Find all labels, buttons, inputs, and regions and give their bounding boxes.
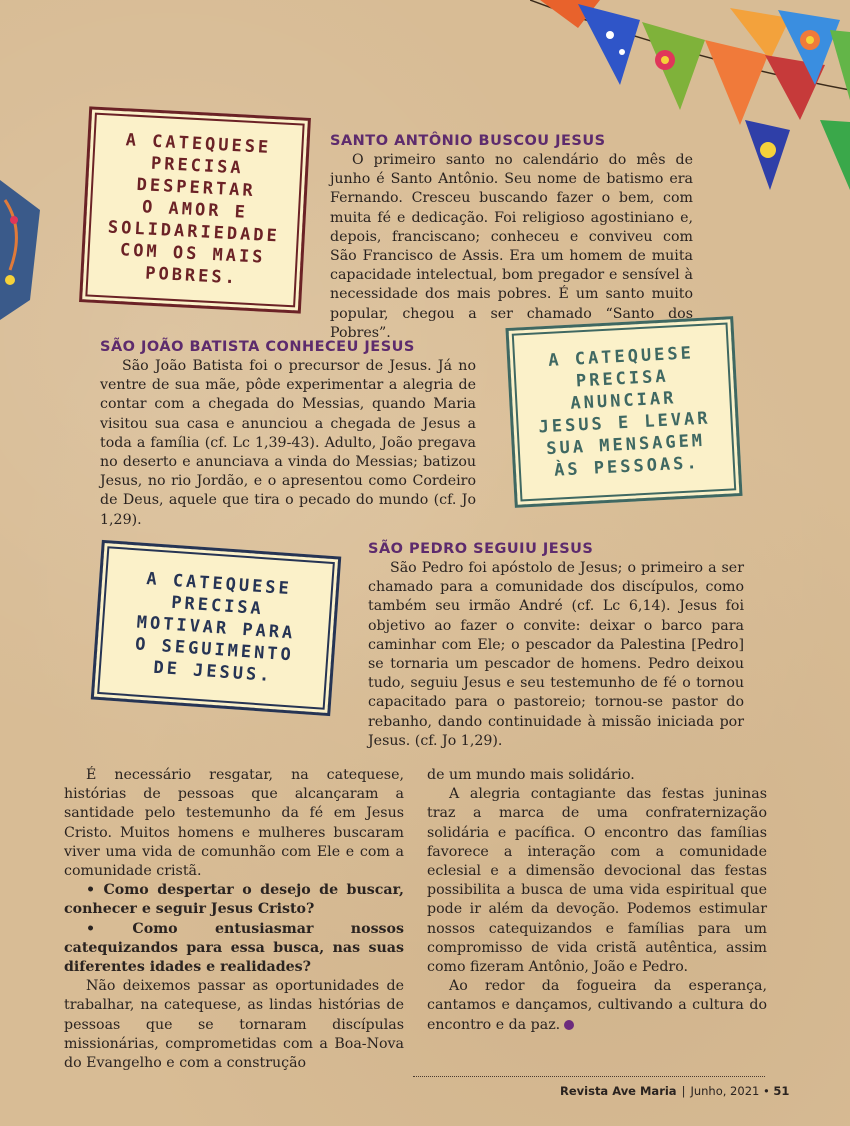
paragraph-text: Ao redor da fogueira da esperança, cantamos e dançamos, cultivando a cultura do encontro e da paz. bbox=[427, 978, 767, 1033]
section-santo-antonio bbox=[330, 132, 693, 343]
page-number: 51 bbox=[773, 1084, 790, 1098]
paragraph: A alegria contagiante das festas juninas traz a marca de uma confraternização solidária e pacífica. O encontro das famílias favorece a interação com a comunidade eclesial e a dimensão devocional das festas possibilita a busca de uma vida espiritual que pode ir além da devoção. Podemos estimular nossos catequizandos e famílias para um compromisso de vida cristã autêntica, assim como fizeram Antônio, João e Pedro. bbox=[427, 786, 767, 976]
quote-box-follow-jesus bbox=[91, 540, 342, 716]
footer-divider bbox=[413, 1076, 765, 1077]
section-sao-joao bbox=[100, 338, 476, 530]
quote-text: A CATEQUESE PRECISA MOTIVAR PARA O SEGUIMENTO DE JESUS. bbox=[134, 569, 296, 687]
body-column-right bbox=[427, 766, 767, 1035]
reflection-question: • Como despertar o desejo de buscar, conhecer e seguir Jesus Cristo? bbox=[64, 882, 404, 918]
section-title: SÃO PEDRO SEGUIU JESUS bbox=[368, 541, 594, 557]
section-body: São João Batista foi o precursor de Jesus. Já no ventre de sua mãe, pôde experimentar a alegria de contar com a chegada do Messias, quando Maria visitou sua casa e anunciou a chegada de Jesus a toda a família (cf. Lc 1,39-43). Adulto, João pregava no deserto e anunciava a vinda do Messias; batizou Jesus, no rio Jordão, e o apresentou como Cordeiro de Deus, aquele que tira o pecado do mundo (cf. Jo 1,29). bbox=[100, 358, 476, 528]
section-title: SÃO JOÃO BATISTA CONHECEU JESUS bbox=[100, 339, 415, 355]
paragraph: de um mundo mais solidário. bbox=[427, 767, 635, 783]
quote-box-announce-jesus bbox=[505, 316, 742, 508]
body-column-left bbox=[64, 766, 404, 1073]
section-body: São Pedro foi apóstolo de Jesus; o primeiro a ser chamado para a comunidade dos discípulos, como também seu irmão André (cf. Lc 6,14). Jesus foi objetivo ao fazer o convite: deixar o barco para caminhar com Ele; o pescador da Palestina [Pedro] se tornaria um pescador de homens. Pedro deixou tudo, seguiu Jesus e seu testemunho de fé o tornou capacitado para o pastoreio; tornou-se pastor do rebanho, dando continuidade à missão iniciada por Jesus. (cf. Jo 1,29). bbox=[368, 560, 744, 749]
quote-text: A CATEQUESE PRECISA DESPERTAR O AMOR E SOLIDARIEDADE COM OS MAIS POBRES. bbox=[107, 130, 281, 289]
quote-box-love-solidarity bbox=[79, 106, 311, 313]
footer-separator: | bbox=[681, 1084, 686, 1098]
paragraph-final bbox=[427, 977, 767, 1035]
section-body: O primeiro santo no calendário do mês de junho é Santo Antônio. Seu nome de batismo era Fernando. Cresceu buscando fazer o bem, com muita fé e dedicação. Foi religioso agostiniano e, depois, franciscano; conheceu e conviveu com São Francisco de Assis. Era um homem de muita capacidade intelectual, bom pregador e sensível à necessidade dos mais pobres. É um santo muito popular, chegou a ser chamado “Santo dos Pobres”. bbox=[330, 152, 693, 341]
issue-date: Junho, 2021 • bbox=[690, 1084, 770, 1098]
page-footer bbox=[560, 1084, 789, 1098]
section-sao-pedro bbox=[368, 540, 744, 751]
reflection-question: • Como entusiasmar nossos catequizandos para essa busca, nas suas diferentes idades e realidades? bbox=[64, 920, 404, 976]
section-title: SANTO ANTÔNIO BUSCOU JESUS bbox=[330, 133, 606, 149]
leaf-decoration bbox=[0, 180, 40, 320]
paragraph: Não deixemos passar as oportunidades de trabalhar, na catequese, as lindas histórias de pessoas que se tornaram discípulas missionárias, comprometidas com a Boa-Nova do Evangelho e com a construção bbox=[64, 978, 404, 1072]
end-mark-icon bbox=[564, 1020, 574, 1030]
paragraph: É necessário resgatar, na catequese, histórias de pessoas que alcançaram a santidade pelo testemunho da fé em Jesus Cristo. Muitos homens e mulheres buscaram viver uma vida de comunhão com Ele e com a comunidade cristã. bbox=[64, 767, 404, 880]
quote-text: A CATEQUESE PRECISA ANUNCIAR JESUS E LEVAR SUA MENSAGEM ÀS PESSOAS. bbox=[538, 343, 712, 481]
magazine-name: Revista Ave Maria bbox=[560, 1084, 677, 1098]
